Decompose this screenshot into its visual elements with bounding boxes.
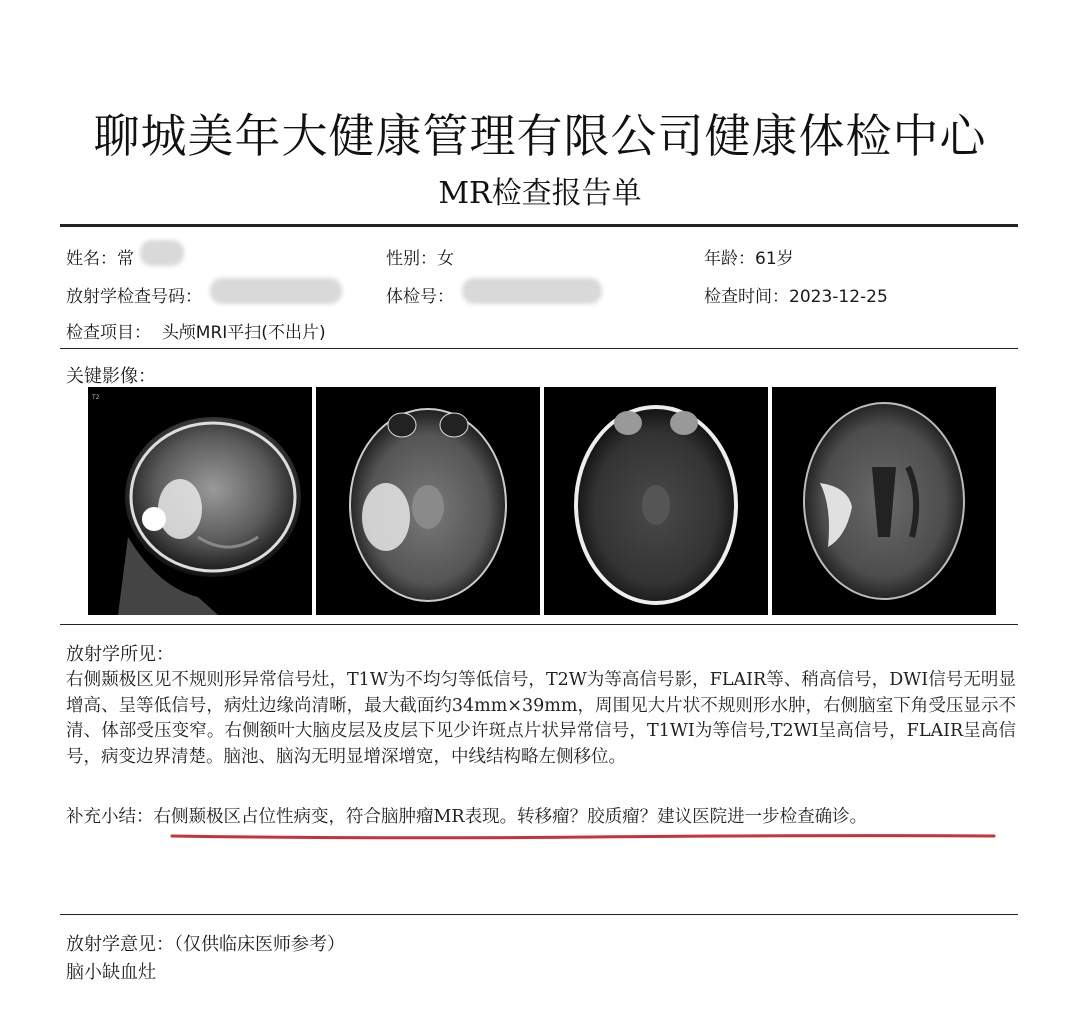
gender-value: 女: [437, 249, 454, 269]
mri-axial-image-2: [544, 387, 768, 615]
age-value: 61岁: [755, 249, 794, 269]
exam-no-label: 体检号：: [386, 287, 454, 307]
mri-sagittal-image: [88, 387, 312, 615]
name-field: [66, 244, 134, 269]
age-field: [704, 244, 794, 269]
age-label: 年龄：: [704, 249, 755, 269]
report-title: 聊城美年大健康管理有限公司健康体检中心: [93, 109, 987, 163]
findings-divider: [60, 914, 1018, 915]
exam-item-field: [66, 318, 326, 343]
mri-image-strip: [88, 387, 996, 615]
gender-label: 性别：: [386, 249, 437, 269]
supplement-label: 补充小结：: [66, 807, 154, 827]
supplement-summary: [66, 805, 1016, 831]
handwritten-underline: [170, 832, 996, 840]
name-redaction: [140, 240, 184, 266]
opinion-label: 放射学意见：（仅供临床医师参考）: [66, 934, 345, 955]
exam-no-field: [386, 282, 454, 307]
radiology-no-label: 放射学检查号码：: [66, 287, 202, 307]
mri-axial-image-1: [316, 387, 540, 615]
patient-info-divider: [60, 348, 1018, 349]
exam-no-redaction: [462, 278, 602, 304]
key-images-label: 关键影像：: [66, 366, 156, 387]
name-label: 姓名：: [66, 249, 117, 269]
supplement-text: 右侧颞极区占位性病变，符合脑肿瘤MR表现。转移瘤？胶质瘤？建议医院进一步检查确诊。: [153, 807, 868, 827]
findings-text: 右侧颞极区见不规则形异常信号灶，T1W为不均匀等低信号，T2W为等高信号影，FLAIR等、稍高信号，DWI信号无明显增高、呈等低信号，病灶边缘尚清晰，最大截面约34mm×39mm，周围见大片状不规则形水肿，右侧脑室下角受压显示不清、体部受压变窄。右侧额叶大脑皮层及皮层下见少许斑点片状异常信号，T1WI为等信号,T2WI呈高信号，FLAIR呈高信号，病变边界清楚。脑池、脑沟无明显增深增宽，中线结构略左侧移位。: [66, 670, 1016, 767]
svg-text:T2: T2: [92, 394, 100, 401]
opinion-text: 脑小缺血灶: [66, 962, 156, 983]
findings-label: 放射学所见：: [66, 644, 174, 665]
exam-time-label: 检查时间：: [704, 287, 789, 307]
gender-field: [386, 244, 454, 269]
exam-time-field: [704, 282, 888, 307]
radiology-no-redaction: [210, 278, 342, 304]
header-divider: [60, 224, 1018, 227]
report-subtitle: MR检查报告单: [438, 176, 642, 211]
radiology-no-field: [66, 282, 202, 307]
name-value: 常: [117, 249, 134, 269]
exam-time-value: 2023-12-25: [789, 287, 888, 307]
images-divider: [60, 624, 1018, 625]
exam-item-label: 检查项目：: [66, 323, 151, 343]
mri-axial-image-3: [772, 387, 996, 615]
exam-item-value: 头颅MRI平扫(不出片): [161, 323, 326, 343]
